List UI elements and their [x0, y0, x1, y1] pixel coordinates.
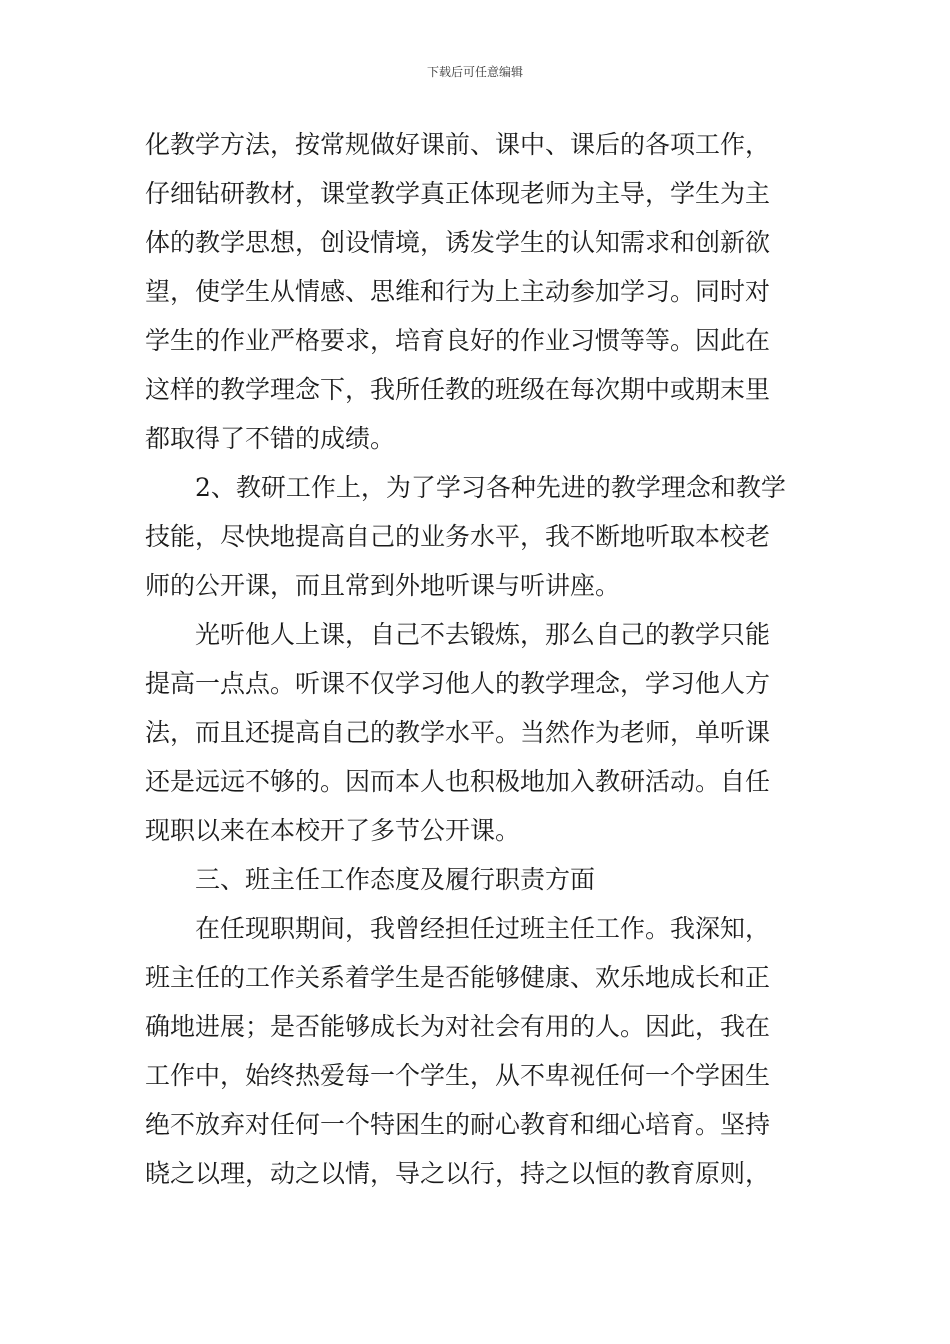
document-body	[145, 120, 810, 1198]
text-line: 技能，尽快地提高自己的业务水平，我不断地听取本校老	[145, 522, 771, 551]
text-line: 三、班主任工作态度及履行职责方面	[195, 865, 596, 894]
text-line: 还是远远不够的。因而本人也积极地加入教研活动。自任	[145, 767, 771, 796]
text-line: 光听他人上课，自己不去锻炼，那么自己的教学只能	[195, 620, 771, 649]
text-line: 法，而且还提高自己的教学水平。当然作为老师，单听课	[145, 718, 771, 747]
text-line: 在任现职期间，我曾经担任过班主任工作。我深知，	[195, 914, 771, 943]
text-line: 化教学方法，按常规做好课前、课中、课后的各项工作，	[145, 130, 771, 159]
text-line: 2、教研工作上，为了学习各种先进的教学理念和教学	[195, 473, 786, 502]
text-line: 晓之以理，动之以情，导之以行，持之以恒的教育原则，	[145, 1159, 771, 1188]
text-line: 工作中，始终热爱每一个学生，从不卑视任何一个学困生	[145, 1061, 771, 1090]
text-line: 学生的作业严格要求，培育良好的作业习惯等等。因此在	[145, 326, 771, 355]
text-line: 确地进展；是否能够成长为对社会有用的人。因此，我在	[145, 1012, 771, 1041]
text-line: 都取得了不错的成绩。	[145, 424, 396, 453]
text-line: 现职以来在本校开了多节公开课。	[145, 816, 521, 845]
page-header: 下载后可任意编辑	[426, 65, 523, 79]
text-line: 提高一点点。听课不仅学习他人的教学理念，学习他人方	[145, 669, 771, 698]
text-line: 体的教学思想，创设情境，诱发学生的认知需求和创新欲	[145, 228, 771, 257]
text-line: 仔细钻研教材，课堂教学真正体现老师为主导，学生为主	[145, 179, 771, 208]
text-line: 师的公开课，而且常到外地听课与听讲座。	[145, 571, 621, 600]
text-line: 望，使学生从情感、思维和行为上主动参加学习。同时对	[145, 277, 771, 306]
text-line: 班主任的工作关系着学生是否能够健康、欢乐地成长和正	[145, 963, 771, 992]
text-line: 这样的教学理念下，我所任教的班级在每次期中或期末里	[145, 375, 771, 404]
text-line: 绝不放弃对任何一个特困生的耐心教育和细心培育。坚持	[145, 1110, 771, 1139]
